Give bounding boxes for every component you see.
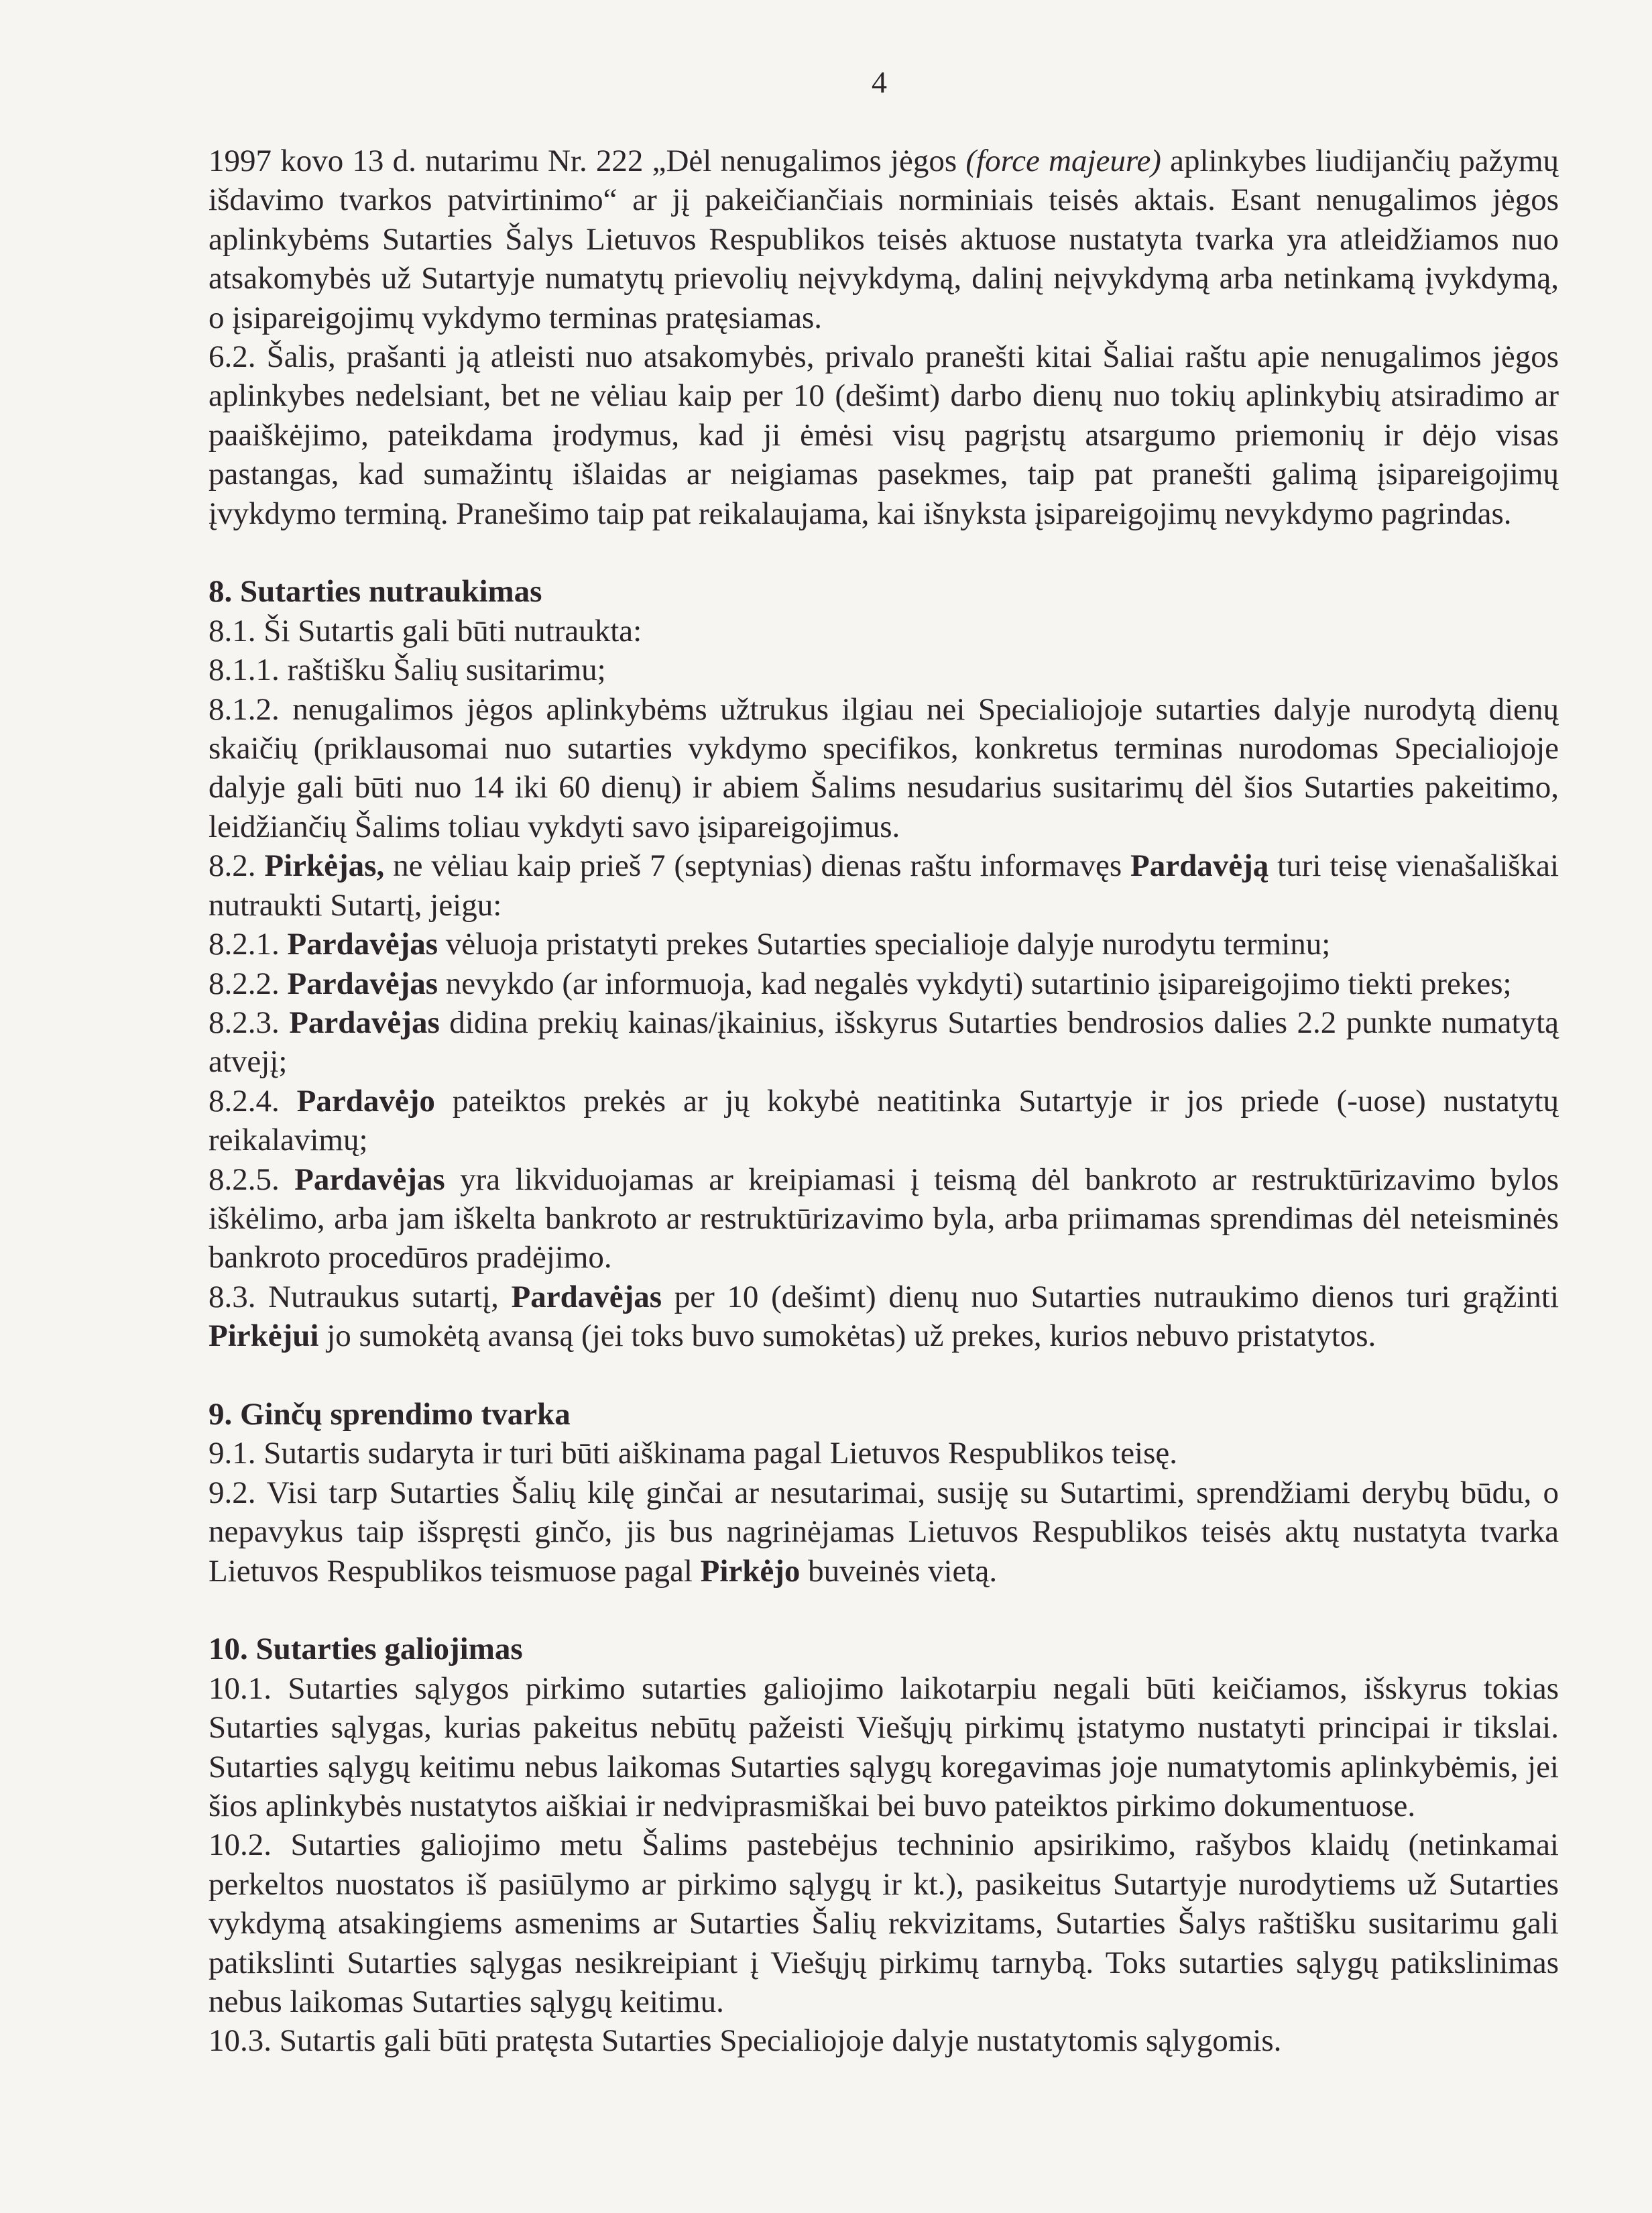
paragraph-text: 10.3. Sutartis gali būti pratęsta Sutarties Specialiojoje dalyje nustatytomis sąlygomis. bbox=[209, 2023, 1282, 2059]
section-heading bbox=[209, 1395, 1559, 1434]
paragraph bbox=[209, 1160, 1559, 1278]
paragraph bbox=[209, 612, 1559, 650]
bold-term: Pardavėjas bbox=[511, 1279, 662, 1314]
paragraph bbox=[209, 1669, 1559, 1826]
paragraph-text: 8.1.2. nenugalimos jėgos aplinkybėms užtrukus ilgiau nei Specialiojoje sutarties dalyje nurodytą dienų skaičių (priklausomai nuo sutarties vykdymo specifikos, konkretus terminas nurodomas Specialiojoje dalyje gali būti nuo 14 iki 60 dienų) ir abiem Šalims nesudarius susitarimų dėl šios Sutarties pakeitimo, leidžiančių Šalims toliau vykdyti savo įsipareigojimus. bbox=[209, 691, 1559, 844]
paragraph-text: 8.3. Nutraukus sutartį, bbox=[209, 1279, 512, 1314]
paragraph bbox=[209, 846, 1559, 925]
paragraph-text: 8.2.5. bbox=[209, 1161, 295, 1197]
bold-term: 8. Sutarties nutraukimas bbox=[209, 574, 542, 610]
bold-term: 9. Ginčų sprendimo tvarka bbox=[209, 1396, 571, 1432]
paragraph-text: turi teisę vienašališkai nutraukti Sutartį, jeigu: bbox=[209, 848, 1559, 923]
paragraph-text: yra likviduojamas ar kreipiamasi į teismą dėl bankroto ar restruktūrizavimo bylos iškėlimo, arba jam iškelta bankroto ar restruktūrizavimo byla, arba priimamas sprendimas dėl neteisminės bankroto procedūros pradėjimo. bbox=[209, 1161, 1559, 1275]
paragraph-text: 8.2.1. bbox=[209, 927, 288, 962]
paragraph-text: 9.2. Visi tarp Sutarties Šalių kilę ginčai ar nesutarimai, susiję su Sutartimi, sprendžiami derybų būdu, o nepavykus taip išspręsti ginčo, jis bus nagrinėjamas Lietuvos Respublikos teisės aktų nustatyta tvarka Lietuvos Respublikos teismuose pagal bbox=[209, 1475, 1559, 1589]
section-heading bbox=[209, 572, 1559, 611]
paragraph-text: 10.2. Sutarties galiojimo metu Šalims pastebėjus techninio apsirikimo, rašybos klaidų (netinkamai perkeltos nuostatos iš pasiūlymo ar pirkimo sąlygų ir kt.), pasikeitus Sutartyje nurodytiems už Sutarties vykdymą atsakingiems asmenims ar Sutarties Šalių rekvizitams, Sutarties Šalys raštišku susitarimu gali patikslinti Sutarties sąlygas nesikreipiant į Viešųjų pirkimų tarnybą. Toks sutarties sąlygų patikslinimas nebus laikomas Sutarties sąlygų keitimu. bbox=[209, 1827, 1559, 2020]
paragraph-text: 8.1. Ši Sutartis gali būti nutraukta: bbox=[209, 613, 642, 648]
paragraph-text: pateiktos prekės ar jų kokybė neatitinka Sutartyje ir jos priede (-uose) nustatytų reikalavimų; bbox=[209, 1083, 1559, 1158]
page-number: 4 bbox=[872, 65, 887, 99]
paragraph-text: ne vėliau kaip prieš 7 (septynias) dienas raštu informavęs bbox=[384, 848, 1130, 884]
paragraph bbox=[209, 1434, 1559, 1473]
bold-term: Pardavėjas bbox=[294, 1161, 445, 1197]
bold-term: Pirkėjas, bbox=[264, 848, 385, 884]
paragraph bbox=[209, 337, 1559, 533]
paragraph bbox=[209, 141, 1559, 337]
paragraph bbox=[209, 650, 1559, 689]
paragraph-text: 10.1. Sutarties sąlygos pirkimo sutarties galiojimo laikotarpiu negali būti keičiamos, išskyrus tokias Sutarties sąlygas, kurias pakeitus nebūtų pažeisti Viešųjų pirkimų įstatymo nustatyti principai ir tikslai. Sutarties sąlygų keitimu nebus laikomas Sutarties sąlygų koregavimas joje numatytomis aplinkybėmis, jei šios aplinkybės nustatytos aiškiai ir nedviprasmiškai bei buvo pateiktos pirkimo dokumentuose. bbox=[209, 1670, 1559, 1824]
bold-term: Pardavėjas bbox=[287, 966, 438, 1001]
paragraph bbox=[209, 2021, 1559, 2060]
paragraph bbox=[209, 1003, 1559, 1082]
paragraph-text: aplinkybes liudijančių pažymų išdavimo tvarkos patvirtinimo“ ar jį pakeičiančiais norminiais teisės aktais. Esant nenugalimos jėgos aplinkybėms Sutarties Šalys Lietuvos Respublikos teisės aktuose nustatyta tvarka yra atleidžiamos nuo atsakomybės už Sutartyje numatytų prievolių neįvykdymą, dalinį neįvykdymą arba netinkamą įvykdymą, o įsipareigojimų vykdymo terminas pratęsiamas. bbox=[209, 144, 1559, 335]
paragraph bbox=[209, 1082, 1559, 1160]
paragraph bbox=[209, 1278, 1559, 1356]
paragraph bbox=[209, 1825, 1559, 2021]
bold-term: Pirkėjo bbox=[700, 1553, 801, 1589]
bold-term: Pardavėjas bbox=[289, 1005, 440, 1040]
paragraph-text: per 10 (dešimt) dienų nuo Sutarties nutraukimo dienos turi grąžinti bbox=[662, 1279, 1559, 1314]
bold-term: Pardavėjas bbox=[287, 927, 438, 962]
paragraph-text: jo sumokėtą avansą (jei toks buvo sumokėtas) už prekes, kurios nebuvo pristatytos. bbox=[318, 1318, 1376, 1354]
italic-term: (force majeure) bbox=[965, 144, 1161, 178]
paragraph-text: 8.1.1. raštišku Šalių susitarimu; bbox=[209, 652, 606, 688]
paragraph-text: buveinės vietą. bbox=[800, 1553, 998, 1589]
paragraph-text: nevykdo (ar informuoja, kad negalės vykdyti) sutartinio įsipareigojimo tiekti prekes; bbox=[438, 966, 1512, 1001]
section-heading bbox=[209, 1630, 1559, 1668]
paragraph-text: 9.1. Sutartis sudaryta ir turi būti aiškinama pagal Lietuvos Respublikos teisę. bbox=[209, 1436, 1178, 1471]
paragraph-text: 8.2.4. bbox=[209, 1083, 297, 1119]
paragraph bbox=[209, 1473, 1559, 1591]
paragraph-text: didina prekių kainas/įkainius, išskyrus Sutarties bendrosios dalies 2.2 punkte numatytą atvejį; bbox=[209, 1005, 1559, 1080]
paragraph-text: 8.2.2. bbox=[209, 966, 288, 1001]
paragraph-text: 8.2. bbox=[209, 848, 265, 884]
bold-term: Pirkėjui bbox=[209, 1318, 319, 1354]
paragraph bbox=[209, 964, 1559, 1003]
paragraph-text: 1997 kovo 13 d. nutarimu Nr. 222 „Dėl nenugalimos jėgos bbox=[209, 144, 966, 178]
bold-term: 10. Sutarties galiojimas bbox=[209, 1632, 523, 1667]
bold-term: Pardavėjo bbox=[296, 1083, 435, 1119]
paragraph bbox=[209, 925, 1559, 964]
document-body bbox=[209, 141, 1559, 2061]
paragraph bbox=[209, 690, 1559, 847]
paragraph-text: 6.2. Šalis, prašanti ją atleisti nuo atsakomybės, privalo pranešti kitai Šaliai raštu apie nenugalimos jėgos aplinkybes nedelsiant, bet ne vėliau kaip per 10 (dešimt) darbo dienų nuo tokių aplinkybių atsiradimo ar paaiškėjimo, pateikdama įrodymus, kad ji ėmėsi visų pagrįstų atsargumo priemonių ir dėjo visas pastangas, kad sumažintų išlaidas ar neigiamas pasekmes, taip pat pranešti galimą įsipareigojimų įvykdymo terminą. Pranešimo taip pat reikalaujama, kai išnyksta įsipareigojimų nevykdymo pagrindas. bbox=[209, 339, 1559, 531]
bold-term: Pardavėją bbox=[1130, 848, 1269, 884]
paragraph-text: vėluoja pristatyti prekes Sutarties specialioje dalyje nurodytu terminu; bbox=[438, 927, 1331, 962]
paragraph-text: 8.2.3. bbox=[209, 1005, 290, 1040]
